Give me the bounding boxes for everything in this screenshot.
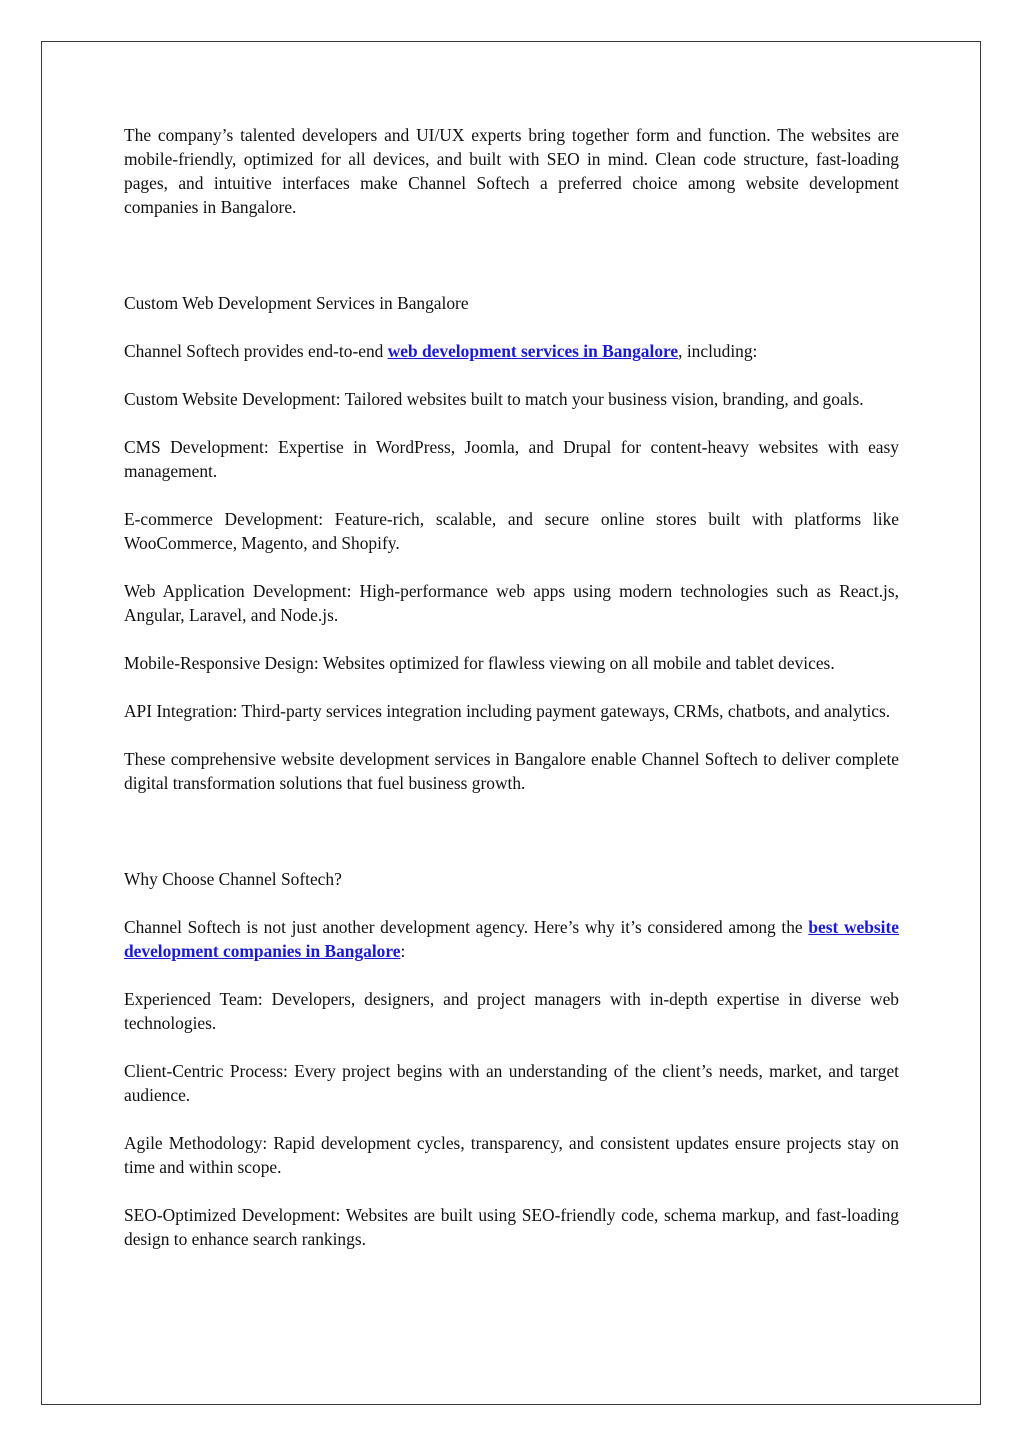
service-item-custom-website: Custom Website Development: Tailored websites built to match your business vision, branding, and goals. xyxy=(124,389,864,409)
why-lead-after: : xyxy=(400,941,406,961)
best-website-development-companies-link[interactable]: best website development companies in Bangalore xyxy=(124,917,900,961)
why-heading: Why Choose Channel Softech? xyxy=(124,869,342,889)
intro-paragraph: The company’s talented developers and UI/UX experts bring together form and function. The websites are mobile-friendly, optimized for all devices, and built with SEO in mind. Clean code structure, fast-loading pages, and intuitive interfaces make Channel Softech a preferred choice among website development companies in Bangalore. xyxy=(124,125,899,217)
service-item-web-application: Web Application Development: High-performance web apps using modern technologies such as React.js, Angular, Laravel, and Node.js. xyxy=(124,581,899,625)
web-development-services-link[interactable]: web development services in Bangalore xyxy=(387,341,679,361)
why-lead-before: Channel Softech is not just another development agency. Here’s why it’s considered among the xyxy=(124,917,809,937)
services-closing-paragraph: These comprehensive website development services in Bangalore enable Channel Softech to deliver complete digital transformation solutions that fuel business growth. xyxy=(124,749,899,793)
service-item-cms: CMS Development: Expertise in WordPress, Joomla, and Drupal for content-heavy websites with easy management. xyxy=(124,437,899,481)
why-item-experienced-team: Experienced Team: Developers, designers, and project managers with in-depth expertise in diverse web technologies. xyxy=(124,989,899,1033)
services-lead-paragraph xyxy=(124,339,899,363)
service-item-api-integration: API Integration: Third-party services integration including payment gateways, CRMs, chatbots, and analytics. xyxy=(124,701,891,721)
why-lead-paragraph xyxy=(124,915,899,963)
why-item-client-centric: Client-Centric Process: Every project begins with an understanding of the client’s needs, market, and target audience. xyxy=(124,1061,899,1105)
why-item-agile: Agile Methodology: Rapid development cycles, transparency, and consistent updates ensure projects stay on time and within scope. xyxy=(124,1133,899,1177)
services-lead-before: Channel Softech provides end-to-end xyxy=(124,341,388,361)
services-lead-after: , including: xyxy=(678,341,758,361)
service-item-ecommerce: E-commerce Development: Feature-rich, scalable, and secure online stores built with platforms like WooCommerce, Magento, and Shopify. xyxy=(124,509,899,553)
document-body xyxy=(124,123,899,1251)
why-item-seo-optimized: SEO-Optimized Development: Websites are built using SEO-friendly code, schema markup, and fast-loading design to enhance search rankings. xyxy=(124,1205,899,1249)
service-item-mobile-responsive: Mobile-Responsive Design: Websites optimized for flawless viewing on all mobile and tablet devices. xyxy=(124,653,835,673)
services-heading: Custom Web Development Services in Bangalore xyxy=(124,293,469,313)
